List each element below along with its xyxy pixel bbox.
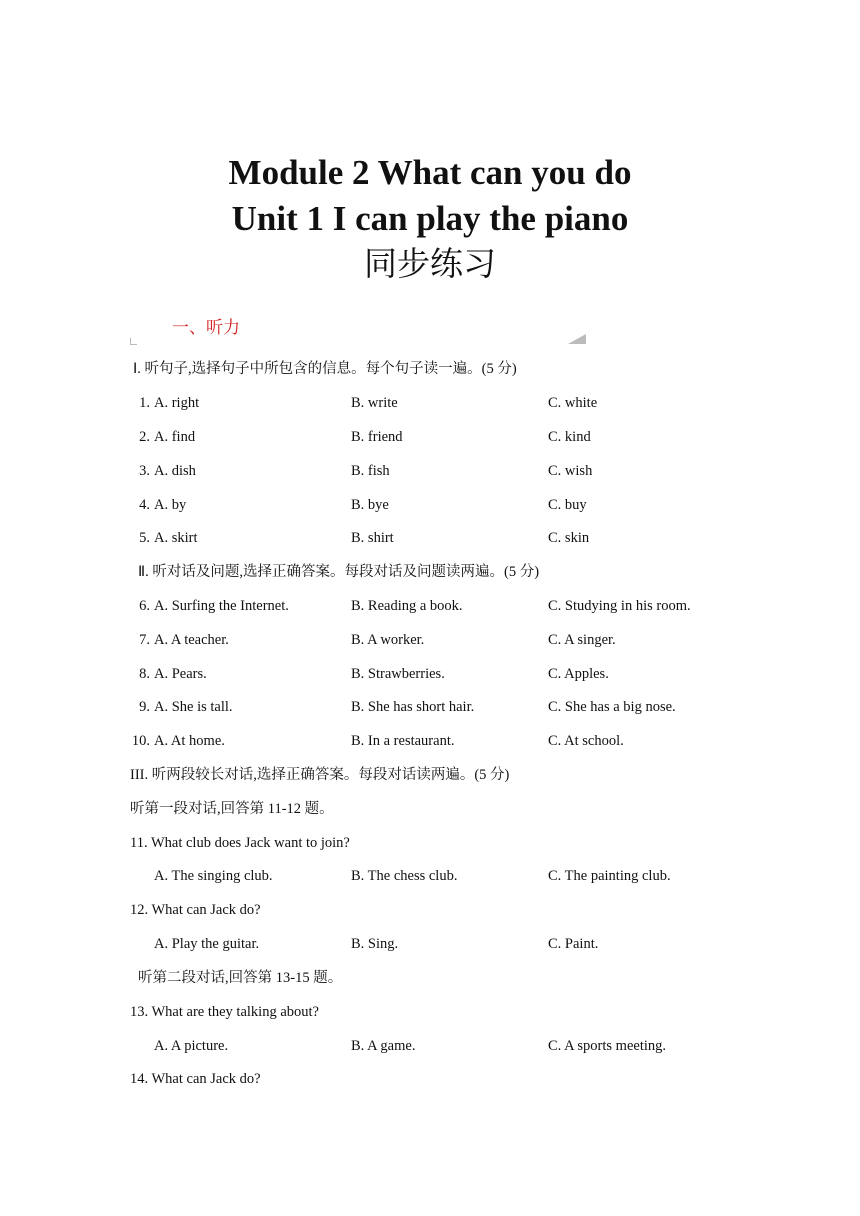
option-c: C. Apples. (548, 666, 609, 682)
option-a: A. A picture. (154, 1038, 229, 1054)
option-c: C. At school. (548, 733, 624, 749)
option-c: C. kind (548, 429, 591, 445)
option-b: B. The chess club. (351, 868, 458, 884)
option-a: A. She is tall. (154, 699, 233, 715)
option-a: A. Surfing the Internet. (154, 598, 289, 614)
question-number: 6. (139, 598, 150, 614)
option-a: A. A teacher. (154, 632, 229, 648)
option-c: C. A sports meeting. (548, 1038, 667, 1054)
question-number: 1. (139, 395, 150, 411)
option-b: B. She has short hair. (351, 699, 475, 715)
question-number: 3. (139, 463, 150, 479)
question-stem: 14. What can Jack do? (130, 1071, 261, 1087)
option-a: A. Pears. (154, 666, 207, 682)
question-number: 8. (139, 666, 150, 682)
option-b: B. A worker. (351, 632, 425, 648)
question-number: 10. (131, 733, 150, 749)
option-c: C. The painting club. (548, 868, 671, 884)
option-c: C. She has a big nose. (548, 699, 676, 715)
part2-instruction: Ⅱ. 听对话及问题,选择正确答案。每段对话及问题读两遍。(5 分) (138, 564, 540, 580)
decor-corner-left (130, 338, 137, 345)
option-b: B. Sing. (351, 936, 399, 952)
option-c: C. Paint. (548, 936, 599, 952)
option-c: C. Studying in his room. (548, 598, 691, 614)
option-c: C. white (548, 395, 598, 411)
option-b: B. friend (351, 429, 403, 445)
option-a: A. At home. (154, 733, 225, 749)
question-number: 9. (139, 699, 150, 715)
part3-instruction: III. 听两段较长对话,选择正确答案。每段对话读两遍。(5 分) (130, 767, 510, 783)
option-b: B. A game. (351, 1038, 416, 1054)
option-a: A. dish (154, 463, 196, 479)
option-b: B. write (351, 395, 398, 411)
option-c: C. skin (548, 530, 590, 546)
question-number: 4. (139, 497, 150, 513)
option-a: A. right (154, 395, 200, 411)
option-b: B. shirt (351, 530, 394, 546)
question-stem: 11. What club does Jack want to join? (130, 835, 350, 851)
option-a: A. The singing club. (154, 868, 273, 884)
option-b: B. bye (351, 497, 389, 513)
option-b: B. fish (351, 463, 390, 479)
title-line-2: Unit 1 I can play the piano (231, 199, 629, 238)
question-number: 5. (139, 530, 150, 546)
option-b: B. In a restaurant. (351, 733, 455, 749)
option-a: A. find (154, 429, 196, 445)
option-c: C. buy (548, 497, 587, 513)
question-number: 7. (139, 632, 150, 648)
decor-corner-right (568, 334, 586, 344)
option-b: B. Reading a book. (351, 598, 463, 614)
dialog2-intro: 听第二段对话,回答第 13-15 题。 (138, 970, 343, 986)
question-number: 2. (139, 429, 150, 445)
section-title: 一、听力 (172, 318, 240, 338)
title-line-1: Module 2 What can you do (228, 153, 632, 192)
option-c: C. A singer. (548, 632, 616, 648)
option-a: A. by (154, 497, 187, 513)
option-b: B. Strawberries. (351, 666, 445, 682)
dialog1-intro: 听第一段对话,回答第 11-12 题。 (130, 801, 334, 817)
question-stem: 12. What can Jack do? (130, 902, 261, 918)
option-c: C. wish (548, 463, 593, 479)
question-stem: 13. What are they talking about? (130, 1004, 319, 1020)
part1-instruction: Ⅰ. 听句子,选择句子中所包含的信息。每个句子读一遍。(5 分) (133, 361, 517, 377)
option-a: A. Play the guitar. (154, 936, 260, 952)
title-line-3: 同步练习 (364, 244, 496, 283)
option-a: A. skirt (154, 530, 198, 546)
